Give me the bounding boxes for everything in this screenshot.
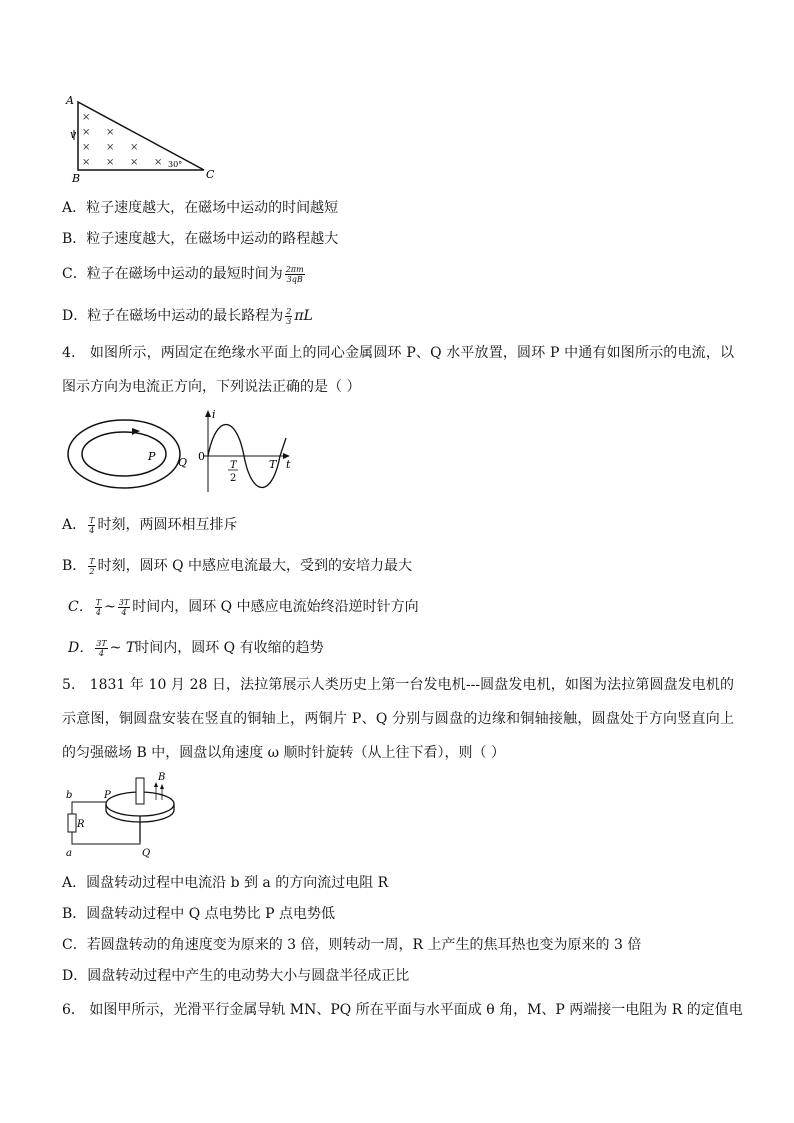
label-P: P: [148, 450, 156, 463]
angle-label: 30°: [168, 160, 183, 169]
q6-stem: 6． 如图甲所示，光滑平行金属导轨 MN、PQ 所在平面与水平面成 θ 角，M、P 两端接一电阻为 R 的定值电: [62, 1002, 743, 1018]
q4-stem: 4． 如图所示，两固定在绝缘水平面上的同心金属圆环 P、Q 水平放置，圆环 P 中通有如图所示的电流，以图示方向为电流正方向，下列说法正确的是（ ）: [62, 345, 734, 395]
svg-text:×: ×: [106, 142, 115, 153]
tick-T: T: [269, 458, 277, 471]
axis-i: i: [212, 408, 216, 421]
label-C: C: [206, 168, 215, 181]
q5-option-d: D．圆盘转动过程中产生的电动势大小与圆盘半径成正比: [62, 968, 410, 984]
label-P-brush: P: [104, 790, 111, 801]
label-B: B: [72, 172, 81, 184]
q5-option-b: B．圆盘转动过程中 Q 点电势比 P 点电势低: [62, 906, 335, 922]
rings-current-figure: [64, 408, 296, 498]
svg-text:×: ×: [82, 157, 91, 168]
label-A: A: [66, 94, 74, 107]
q5-option-c: C．若圆盘转动的角速度变为原来的 3 倍，则转动一周，R 上产生的焦耳热也变为原来的 3 倍: [62, 937, 642, 953]
svg-text:×: ×: [82, 142, 91, 153]
tick-T-num: T: [230, 460, 237, 471]
q4-option-a: A． $\frac{T}{4}$ 时刻，两圆环相互排斥: [62, 515, 238, 535]
svg-text:×: ×: [154, 157, 163, 168]
origin-0: 0: [198, 450, 205, 463]
q4-option-d: D． $\frac{3T}{4}$ ~ T时间内，圆环 Q 有收缩的趋势: [68, 638, 324, 658]
label-B-field: B: [158, 772, 166, 783]
q4-option-c: C． $\frac{T}{4}$ ~ $\frac{3T}{4}$ 时间内，圆环 Q 中感应电流始终沿逆时针方向: [68, 597, 419, 617]
q5-stem: 5． 1831 年 10 月 28 日，法拉第展示人类历史上第一台发电机---圆盘发电机，如图为法拉第圆盘发电机的示意图，铜圆盘安装在竖直的铜轴上，两铜片 P、Q 分别与圆盘的边缘和铜轴接触，圆盘处于方向竖直向上的匀强磁场 B 中，圆盘以角速度 ω 顺时针旋转（从上往下看），则（ ）: [62, 677, 734, 761]
label-v: v: [70, 128, 77, 141]
label-Q: Q: [178, 456, 188, 469]
label-R: R: [77, 819, 85, 830]
axis-t: t: [286, 458, 291, 471]
q5-option-a: A．圆盘转动过程中电流沿 b 到 a 的方向流过电阻 R: [62, 875, 389, 891]
q3-option-b: B．粒子速度越大，在磁场中运动的路程越大: [62, 231, 339, 247]
svg-text:×: ×: [82, 127, 91, 138]
q4-option-b: B． $\frac{T}{2}$ 时刻，圆环 Q 中感应电流最大，受到的安培力最大: [62, 556, 413, 576]
tick-T-den: 2: [230, 473, 237, 484]
triangle-field-figure: [64, 92, 224, 184]
svg-text:×: ×: [130, 142, 139, 153]
field-cross-marks: [82, 112, 162, 168]
svg-text:×: ×: [130, 157, 139, 168]
q3-option-d: D．粒子在磁场中运动的最长路程为 $\frac{2}{3}$ πL: [62, 306, 313, 326]
svg-text:×: ×: [82, 112, 91, 123]
faraday-disk-figure: [62, 770, 192, 862]
label-Q-brush: Q: [142, 848, 151, 859]
q3-option-a: A．粒子速度越大，在磁场中运动的时间越短: [62, 200, 339, 216]
label-b: b: [66, 790, 73, 801]
label-a: a: [66, 848, 72, 859]
q3-option-c: C．粒子在磁场中运动的最短时间为 $\frac{2\pi m}{3qB}$: [62, 264, 304, 284]
svg-text:×: ×: [106, 127, 115, 138]
svg-text:×: ×: [106, 157, 115, 168]
